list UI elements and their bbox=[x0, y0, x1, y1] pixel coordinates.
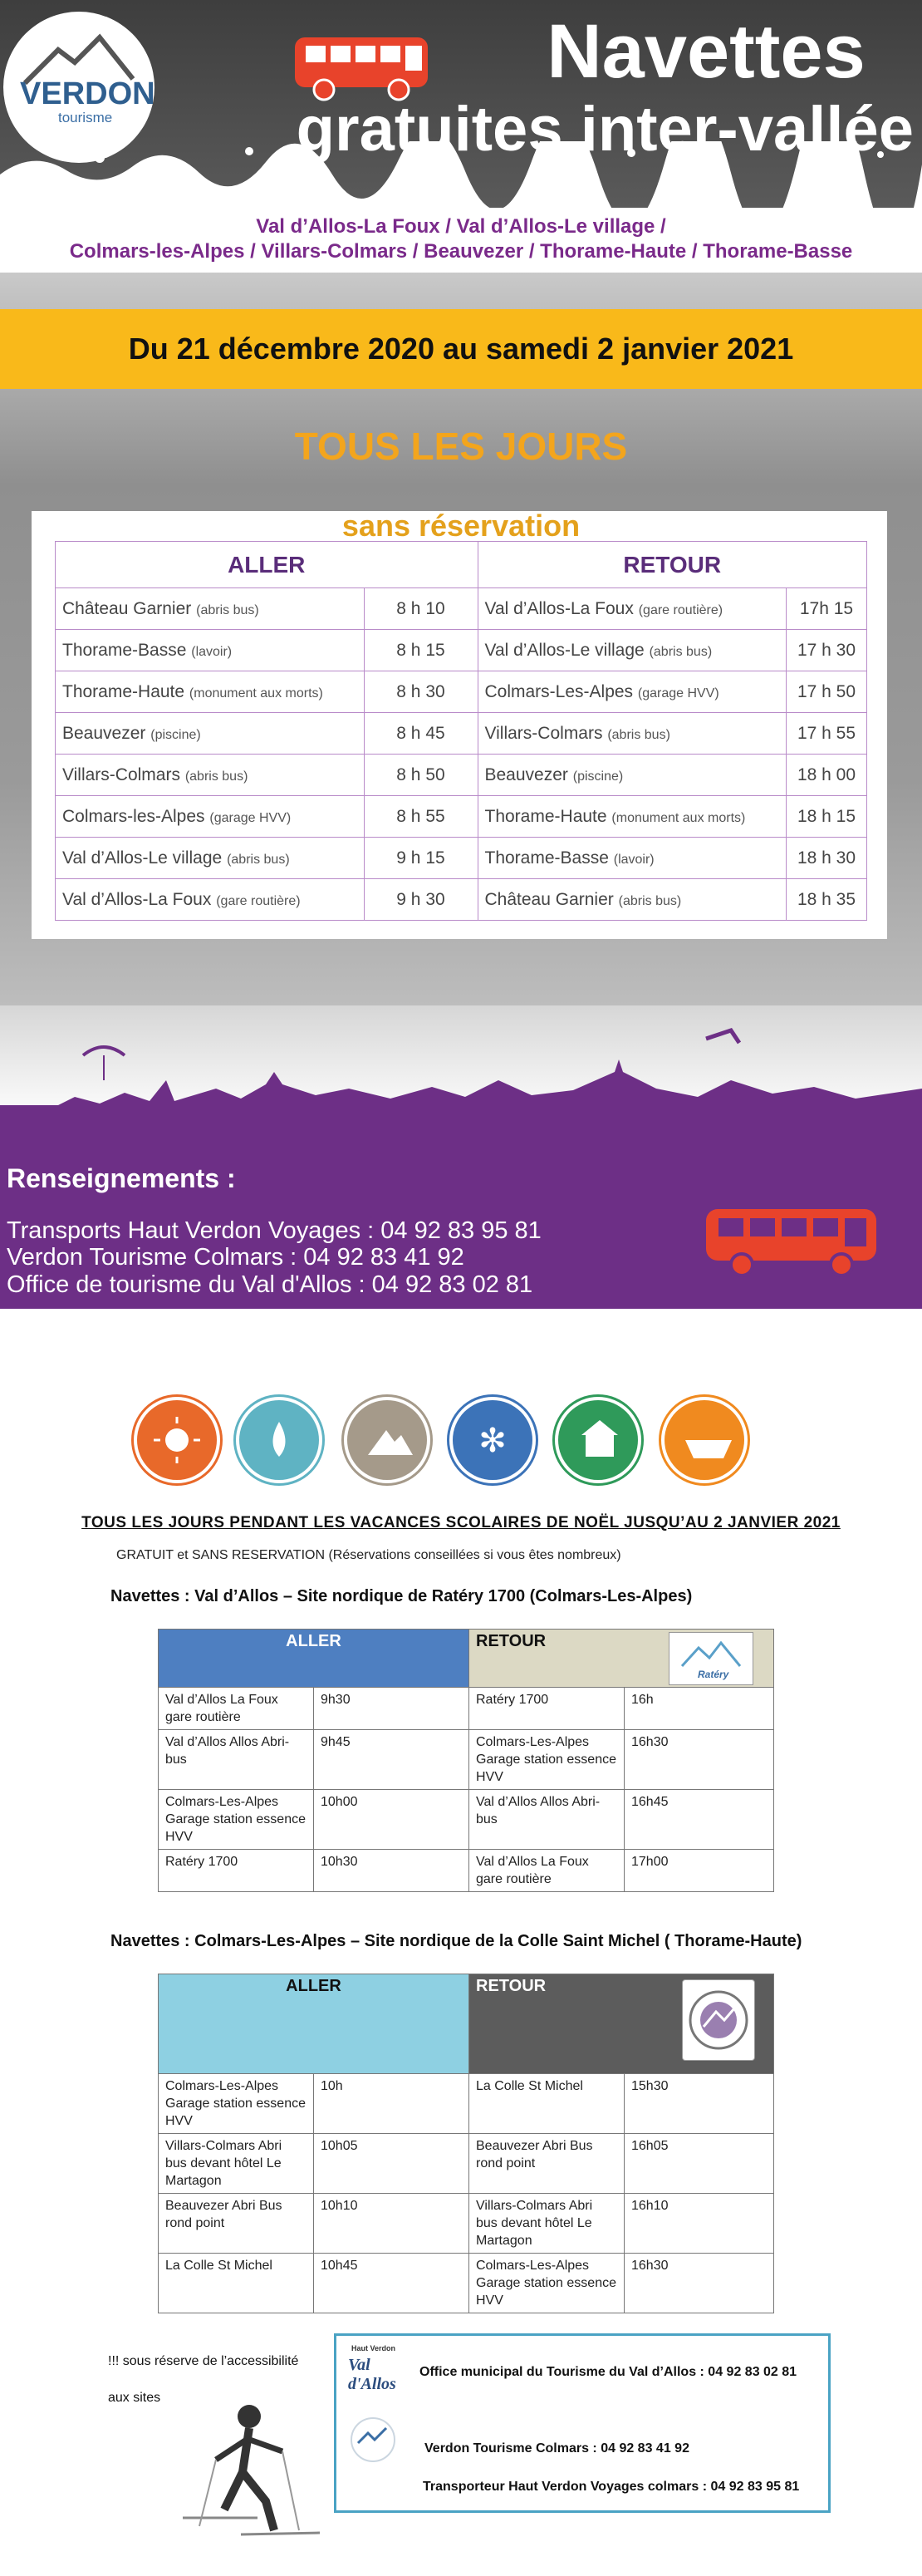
schedule-table bbox=[55, 541, 867, 921]
nav1-title: Navettes : Val d’Allos – Site nordique de Ratéry 1700 (Colmars-Les-Alpes) bbox=[110, 1587, 693, 1605]
retour-stop: Villars-Colmars Abri bus devant hôtel Le Martagon bbox=[469, 2194, 625, 2254]
schedule-row bbox=[56, 879, 867, 921]
towns-line1: Val d’Allos-La Foux / Val d’Allos-Le village / bbox=[256, 215, 666, 238]
aller-time: 9h45 bbox=[314, 1730, 469, 1790]
logo-word: VERDON bbox=[20, 76, 155, 111]
aller-stop: Villars-Colmars (abris bus) bbox=[56, 755, 365, 796]
svg-text:✻: ✻ bbox=[478, 1422, 507, 1460]
retour-stop: La Colle St Michel bbox=[469, 2074, 625, 2134]
retour-time: 17h 15 bbox=[787, 588, 867, 630]
retour-stop: Colmars-Les-Alpes Garage station essence HVV bbox=[469, 1730, 625, 1790]
aller-stop: Villars-Colmars Abri bus devant hôtel Le Martagon bbox=[159, 2134, 314, 2194]
contact-box bbox=[334, 2333, 831, 2513]
retour-stop: Beauvezer (piscine) bbox=[478, 755, 787, 796]
vacation-heading: TOUS LES JOURS PENDANT LES VACANCES SCOLAIRES DE NOËL JUSQU’AU 2 JANVIER 2021 bbox=[81, 1514, 841, 1531]
nav2-row bbox=[159, 2074, 774, 2134]
no-booking-heading: sans réservation bbox=[341, 509, 581, 543]
retour-time: 18 h 35 bbox=[787, 879, 867, 921]
retour-stop: Val d’Allos La Foux gare routière bbox=[469, 1850, 625, 1892]
aller-time: 10h30 bbox=[314, 1850, 469, 1892]
val-allos-logo-text: Val d'Allos bbox=[348, 2356, 396, 2393]
nav1-row bbox=[159, 1850, 774, 1892]
retour-time: 16h10 bbox=[625, 2194, 774, 2254]
contact-transport: Transporteur Haut Verdon Voyages colmars : 04 92 83 95 81 bbox=[423, 2480, 800, 2494]
aller-stop: Ratéry 1700 bbox=[159, 1850, 314, 1892]
nav2-row bbox=[159, 2254, 774, 2313]
nav2-header-row bbox=[159, 1974, 774, 2074]
retour-stop: Val d’Allos Allos Abri- bus bbox=[469, 1790, 625, 1850]
every-day-heading: TOUS LES JOURS bbox=[294, 425, 628, 468]
aller-time: 10h05 bbox=[314, 2134, 469, 2194]
nav1-table bbox=[158, 1629, 774, 1892]
schedule-row bbox=[56, 713, 867, 755]
aller-time: 8 h 50 bbox=[364, 755, 478, 796]
nav2-retour-header bbox=[469, 1974, 774, 2074]
aller-stop: Colmars-Les-Alpes Garage station essence HVV bbox=[159, 2074, 314, 2134]
reserve-line1: !!! sous réserve de l’accessibilité bbox=[108, 2354, 299, 2368]
free-note: GRATUIT et SANS RESERVATION (Réservations conseillées si vous êtes nombreux) bbox=[116, 1548, 621, 1562]
aller-time: 9h30 bbox=[314, 1688, 469, 1730]
date-range: Du 21 décembre 2020 au samedi 2 janvier 2021 bbox=[128, 332, 794, 366]
info-title: Renseignements : bbox=[7, 1163, 236, 1193]
schedule-row bbox=[56, 796, 867, 838]
logo-subtext: tourisme bbox=[58, 110, 113, 125]
nav1-row bbox=[159, 1730, 774, 1790]
nav1-header-row bbox=[159, 1630, 774, 1688]
retour-time: 16h45 bbox=[625, 1790, 774, 1850]
nav2-row bbox=[159, 2134, 774, 2194]
reserve-line2: aux sites bbox=[108, 2391, 161, 2405]
aller-stop: Thorame-Haute (monument aux morts) bbox=[56, 671, 365, 713]
aller-time: 10h45 bbox=[314, 2254, 469, 2313]
colle-st-michel-logo bbox=[682, 1979, 755, 2061]
title-line1: Navettes bbox=[547, 9, 866, 94]
retour-stop: Thorame-Haute (monument aux morts) bbox=[478, 796, 787, 838]
colle-st-michel-logo-icon bbox=[683, 1980, 754, 2060]
nav2-aller-header: ALLER bbox=[159, 1974, 469, 2074]
retour-stop: Colmars-Les-Alpes Garage station essence HVV bbox=[469, 2254, 625, 2313]
nav2-row bbox=[159, 2194, 774, 2254]
aller-time: 8 h 45 bbox=[364, 713, 478, 755]
retour-stop: Colmars-Les-Alpes (garage HVV) bbox=[478, 671, 787, 713]
nav1-retour-label: RETOUR bbox=[476, 1632, 547, 1650]
contact-office: Office municipal du Tourisme du Val d’Allos : 04 92 83 02 81 bbox=[419, 2365, 797, 2379]
info-line-office: Office de tourisme du Val d'Allos : 04 92 83 02 81 bbox=[7, 1271, 533, 1298]
date-banner bbox=[0, 309, 922, 389]
schedule-row bbox=[56, 671, 867, 713]
aller-time: 9 h 15 bbox=[364, 838, 478, 879]
aller-stop: Val d’Allos-Le village (abris bus) bbox=[56, 838, 365, 879]
retour-time: 17h00 bbox=[625, 1850, 774, 1892]
info-line-transport: Transports Haut Verdon Voyages : 04 92 83 95 81 bbox=[7, 1217, 542, 1244]
nav2-retour-label: RETOUR bbox=[476, 1977, 547, 1995]
nav1-aller-header: ALLER bbox=[159, 1630, 469, 1688]
retour-stop: Château Garnier (abris bus) bbox=[478, 879, 787, 921]
retour-time: 18 h 15 bbox=[787, 796, 867, 838]
circle-glyphs bbox=[137, 1400, 752, 1480]
schedule-row bbox=[56, 588, 867, 630]
retour-time: 16h30 bbox=[625, 2254, 774, 2313]
aller-time: 9 h 30 bbox=[364, 879, 478, 921]
retour-stop: Ratéry 1700 bbox=[469, 1688, 625, 1730]
nav1-row bbox=[159, 1688, 774, 1730]
aller-stop: Colmars-les-Alpes (garage HVV) bbox=[56, 796, 365, 838]
retour-time: 15h30 bbox=[625, 2074, 774, 2134]
aller-stop: Val d’Allos Allos Abri- bus bbox=[159, 1730, 314, 1790]
schedule-row bbox=[56, 838, 867, 879]
verdon-small-logo-icon bbox=[348, 2415, 398, 2465]
retour-stop: Thorame-Basse (lavoir) bbox=[478, 838, 787, 879]
retour-time: 16h30 bbox=[625, 1730, 774, 1790]
towns-line2: Colmars-les-Alpes / Villars-Colmars / Beauvezer / Thorame-Haute / Thorame-Basse bbox=[69, 240, 853, 263]
retour-time: 17 h 30 bbox=[787, 630, 867, 671]
schedule-row bbox=[56, 755, 867, 796]
retour-stop: Val d’Allos-La Foux (gare routière) bbox=[478, 588, 787, 630]
schedule-header-row bbox=[56, 542, 867, 588]
aller-time: 8 h 15 bbox=[364, 630, 478, 671]
verdon-tourisme-logo bbox=[8, 17, 155, 158]
retour-time: 17 h 55 bbox=[787, 713, 867, 755]
aller-stop: Beauvezer Abri Bus rond point bbox=[159, 2194, 314, 2254]
towns-list bbox=[0, 214, 922, 264]
nav1-retour-header bbox=[469, 1630, 774, 1688]
aller-stop: Colmars-Les-Alpes Garage station essence HVV bbox=[159, 1790, 314, 1850]
aller-stop: Thorame-Basse (lavoir) bbox=[56, 630, 365, 671]
aller-stop: Château Garnier (abris bus) bbox=[56, 588, 365, 630]
contact-verdon: Verdon Tourisme Colmars : 04 92 83 41 92 bbox=[424, 2441, 689, 2456]
nav1-row bbox=[159, 1790, 774, 1850]
schedule-row bbox=[56, 630, 867, 671]
aller-time: 8 h 30 bbox=[364, 671, 478, 713]
retour-time: 18 h 00 bbox=[787, 755, 867, 796]
ratery-logo-text: Ratéry bbox=[698, 1669, 729, 1680]
title-line2: gratuites inter-vallée bbox=[296, 94, 914, 165]
bus-icon-2 bbox=[702, 1205, 880, 1280]
ratery-logo bbox=[669, 1632, 753, 1685]
retour-stop: Val d’Allos-Le village (abris bus) bbox=[478, 630, 787, 671]
aller-header: ALLER bbox=[56, 542, 478, 588]
retour-time: 17 h 50 bbox=[787, 671, 867, 713]
aller-time: 8 h 55 bbox=[364, 796, 478, 838]
aller-stop: Val d’Allos-La Foux (gare routière) bbox=[56, 879, 365, 921]
retour-time: 18 h 30 bbox=[787, 838, 867, 879]
aller-time: 10h00 bbox=[314, 1790, 469, 1850]
retour-stop: Beauvezer Abri Bus rond point bbox=[469, 2134, 625, 2194]
aller-stop: Val d’Allos La Foux gare routière bbox=[159, 1688, 314, 1730]
skier-illustration bbox=[166, 2393, 332, 2543]
nav2-table bbox=[158, 1974, 774, 2313]
retour-stop: Villars-Colmars (abris bus) bbox=[478, 713, 787, 755]
info-line-verdon: Verdon Tourisme Colmars : 04 92 83 41 92 bbox=[7, 1244, 464, 1271]
aller-time: 10h bbox=[314, 2074, 469, 2134]
aller-stop: La Colle St Michel bbox=[159, 2254, 314, 2313]
aller-time: 8 h 10 bbox=[364, 588, 478, 630]
val-allos-small: Haut Verdon bbox=[351, 2344, 396, 2352]
val-allos-logo bbox=[348, 2344, 408, 2393]
retour-time: 16h05 bbox=[625, 2134, 774, 2194]
nav2-title: Navettes : Colmars-Les-Alpes – Site nordique de la Colle Saint Michel ( Thorame-Haute) bbox=[110, 1932, 802, 1950]
retour-header: RETOUR bbox=[478, 542, 867, 588]
aller-stop: Beauvezer (piscine) bbox=[56, 713, 365, 755]
aller-time: 10h10 bbox=[314, 2194, 469, 2254]
retour-time: 16h bbox=[625, 1688, 774, 1730]
